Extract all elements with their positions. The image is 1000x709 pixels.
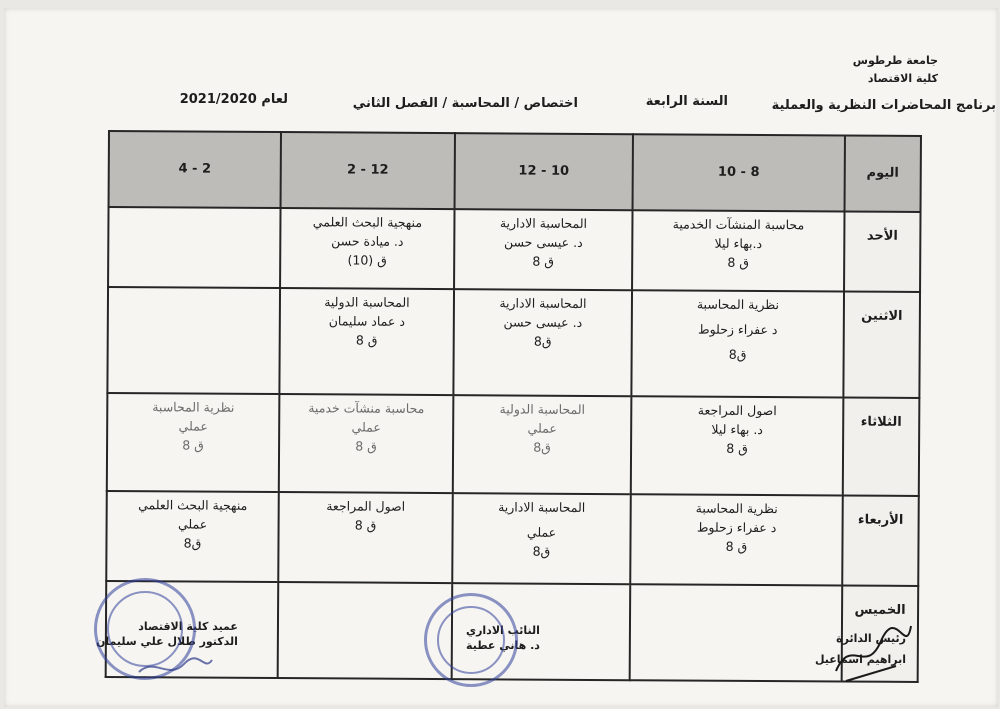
time-slot-header: 8 - 10 xyxy=(633,134,845,211)
room-label: ق 8 xyxy=(532,253,555,269)
course-name: محاسبة المنشآت الخدمية xyxy=(672,216,805,233)
day-header: اليوم xyxy=(845,136,921,212)
room-label: ق 8 xyxy=(182,436,204,453)
session-type: عملي xyxy=(527,420,557,436)
room-label: ق 8 xyxy=(355,438,377,454)
course-name: المحاسبة الادارية xyxy=(498,499,586,515)
day-cell: الأحد xyxy=(844,212,920,292)
time-slot-header: 12 - 2 xyxy=(281,132,455,209)
lecture-cell xyxy=(631,396,844,495)
session-type: عملي xyxy=(178,418,208,434)
room-label: ق8 xyxy=(532,543,551,559)
empty-cell xyxy=(107,287,280,394)
room-label: ق8 xyxy=(533,333,552,349)
program-title: برنامج المحاضرات النظرية والعملية xyxy=(771,98,996,113)
lecture-cell xyxy=(632,210,844,291)
instructor-name: د عفراء زحلوط xyxy=(696,519,777,535)
table-header-row xyxy=(109,131,921,212)
lecture-cell xyxy=(454,209,632,290)
course-name: نظرية المحاسبة xyxy=(695,500,778,517)
lecture-cell xyxy=(278,492,453,583)
instructor-name: د. عيسى حسن xyxy=(503,234,583,250)
lecture-cell xyxy=(279,288,454,395)
day-cell: الخميس xyxy=(842,585,919,681)
course-name: اصول المراجعة xyxy=(697,402,777,419)
empty-cell xyxy=(108,207,280,288)
lecture-cell xyxy=(453,395,632,494)
day-cell: الثلاثاء xyxy=(843,397,920,495)
semester: الفصل الثاني xyxy=(352,96,438,111)
session-type: عملي xyxy=(351,419,381,435)
signature-title: النائب الاداري xyxy=(466,624,540,637)
signature-title: عميد كلية الاقتصاد xyxy=(138,620,238,633)
course-name: محاسبة منشآت خدمية xyxy=(308,400,425,416)
instructor-name: د. بهاء ليلا xyxy=(711,421,763,437)
day-cell: الأربعاء xyxy=(842,495,919,585)
instructor-name: د.بهاء ليلا xyxy=(714,235,763,251)
official-stamp-icon xyxy=(424,593,518,687)
course-name: المحاسبة الدولية xyxy=(499,401,586,417)
instructor-name: د. عيسى حسن xyxy=(503,314,583,330)
lecture-cell xyxy=(452,493,631,584)
lecture-cell xyxy=(631,290,844,397)
lecture-cell xyxy=(279,394,454,493)
lecture-cell xyxy=(280,208,454,289)
signature-title: رئيس الدائرة xyxy=(836,632,906,645)
course-name: المحاسبة الادارية xyxy=(499,215,588,231)
room-label: ق8 xyxy=(728,346,747,362)
academic-year: لعام 2021/2020 xyxy=(179,92,288,107)
course-name: منهجية البحث العلمي xyxy=(312,214,423,230)
room-label: ق (10) xyxy=(347,251,387,268)
room-label: ق 8 xyxy=(727,254,750,270)
document-page xyxy=(4,8,998,707)
lecture-cell xyxy=(453,289,632,396)
table-row xyxy=(108,207,920,292)
year-level: السنة الرابعة xyxy=(645,94,728,109)
room-label: ق 8 xyxy=(354,517,377,533)
lecture-cell xyxy=(630,494,843,585)
room-label: ق 8 xyxy=(725,538,748,554)
schedule-table xyxy=(105,130,922,683)
empty-cell xyxy=(630,584,843,681)
instructor-name: د. ميادة حسن xyxy=(331,233,404,249)
signature-name: د. هاني عطية xyxy=(466,638,540,652)
lecture-cell xyxy=(107,393,280,492)
day-cell: الاثنين xyxy=(843,291,920,397)
room-label: ق 8 xyxy=(355,332,378,348)
time-slot-header: 2 - 4 xyxy=(109,131,281,208)
session-type: عملي xyxy=(526,524,557,540)
course-name: نظرية المحاسبة xyxy=(696,296,780,313)
table-row xyxy=(107,287,920,398)
time-slot-header: 10 - 12 xyxy=(455,133,633,210)
institution-line2: كلية الاقتصاد xyxy=(867,72,938,85)
instructor-name: د عفراء زحلوط xyxy=(698,321,778,337)
course-name: نظرية المحاسبة xyxy=(152,399,235,415)
instructor-name: د عماد سليمان xyxy=(328,313,405,329)
course-name: المحاسبة الدولية xyxy=(324,294,410,310)
session-type: عملي xyxy=(177,516,208,532)
course-name: منهجية البحث العلمي xyxy=(138,497,248,513)
dean-signature-scribble-icon xyxy=(134,652,214,682)
table-row xyxy=(107,393,920,496)
room-label: ق8 xyxy=(533,439,551,455)
room-label: ق 8 xyxy=(726,440,748,456)
specialization: اختصاص / المحاسبة / xyxy=(442,96,578,111)
table-row xyxy=(106,491,919,586)
institution-line1: جامعة طرطوس xyxy=(852,54,938,67)
handwritten-signature-icon xyxy=(826,616,916,686)
course-name: المحاسبة الادارية xyxy=(499,295,587,311)
room-label: ق8 xyxy=(183,534,202,551)
signature-name: ابراهيم اسماعيل xyxy=(814,652,906,666)
lecture-cell xyxy=(106,491,279,582)
course-name: اصول المراجعة xyxy=(326,498,406,514)
signature-name: الدكتور طلال علي سليمان xyxy=(96,634,238,648)
